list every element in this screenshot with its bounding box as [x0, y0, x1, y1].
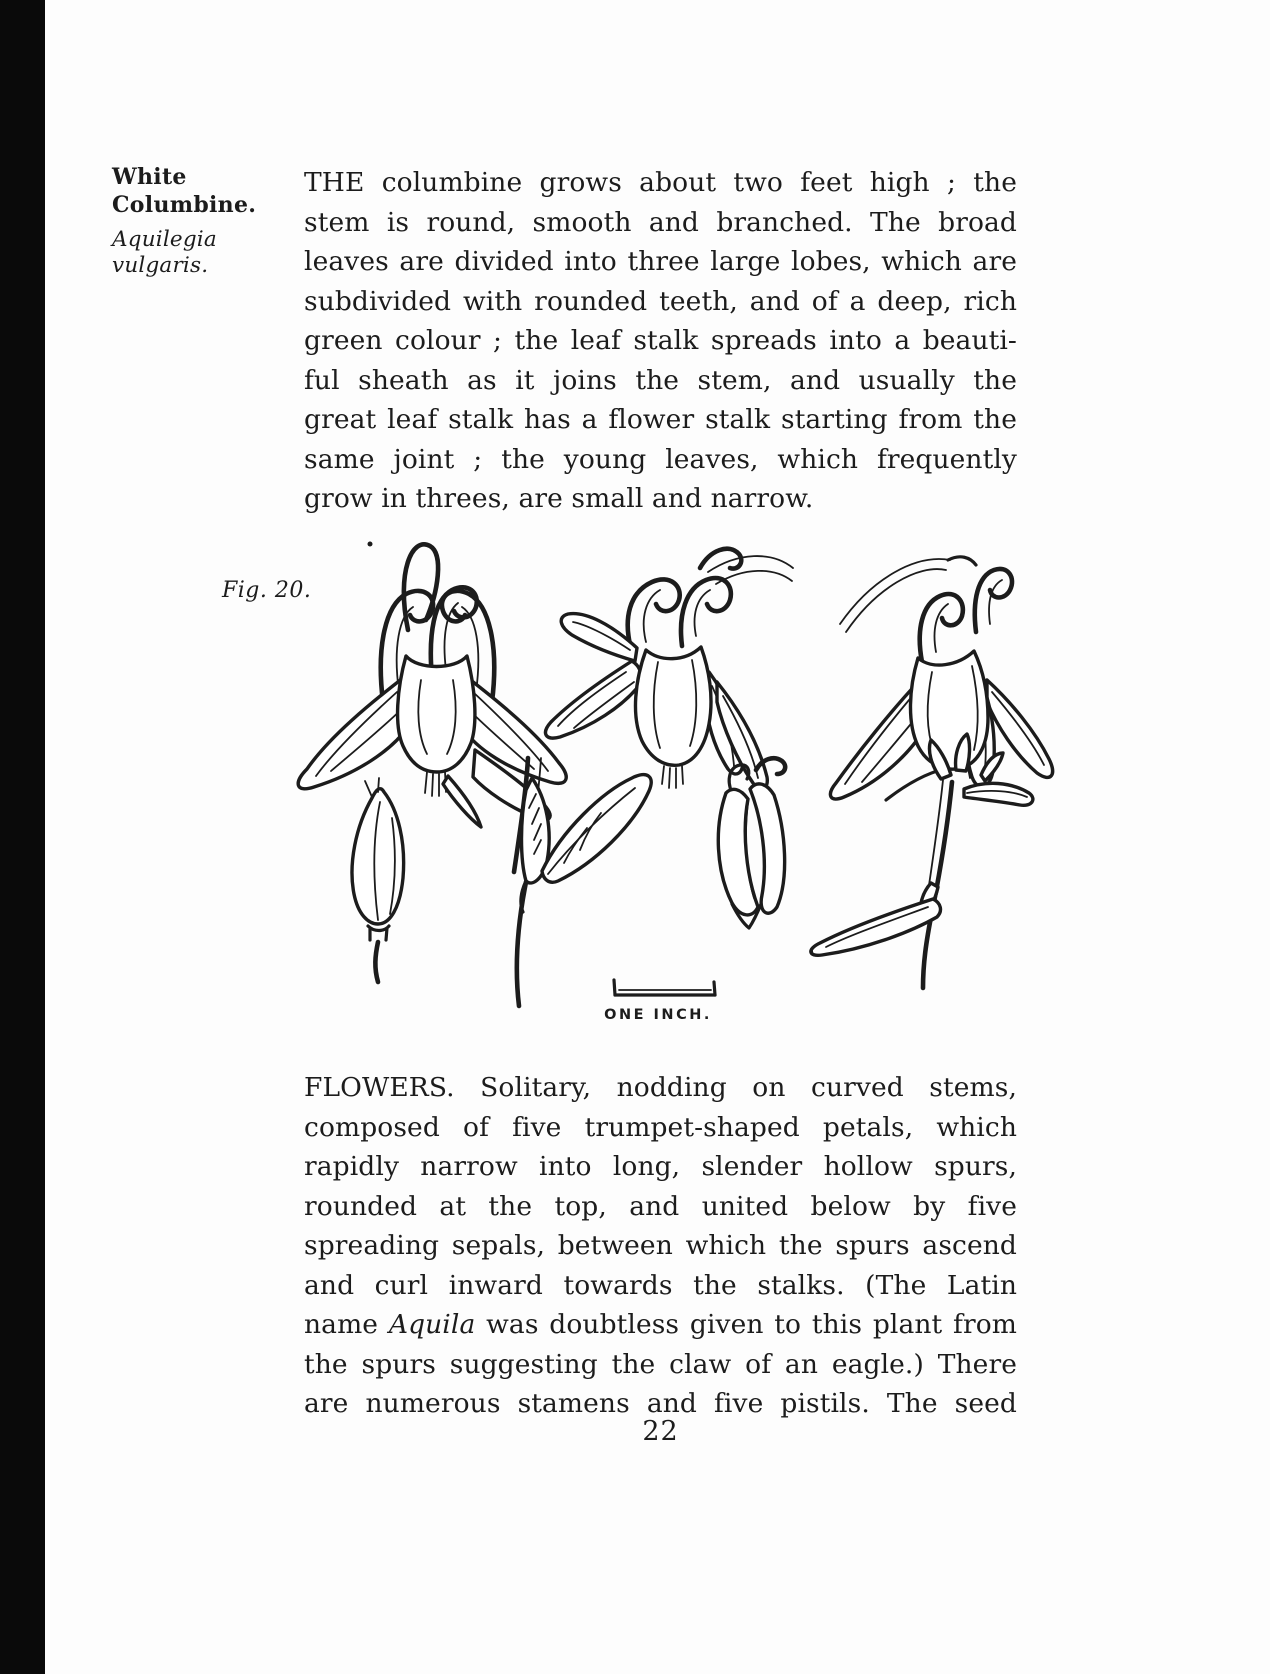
- text-line: THE columbine grows about two feet high ; the: [304, 167, 1017, 198]
- scale-bar: [604, 980, 715, 1023]
- text-line: same joint ; the young leaves, which frequently: [304, 443, 1017, 475]
- text-line: rounded at the top, and united below by five: [304, 1190, 1017, 1222]
- text-line: subdivided with rounded teeth, and of a deep, rich: [304, 285, 1017, 317]
- leaf-shoot-drawing: [514, 758, 651, 1006]
- text-line: stem is round, smooth and branched. The broad: [304, 206, 1017, 238]
- text-line: and curl inward towards the stalks. (The Latin: [304, 1269, 1017, 1301]
- scan-edge-artifact: [0, 0, 45, 1674]
- text-line: spreading sepals, between which the spurs ascend: [304, 1230, 1017, 1261]
- seed-pod-drawing: [352, 778, 404, 982]
- text-line: are numerous stamens and five pistils. The seed: [304, 1388, 1017, 1419]
- text-line: grow in threes, are small and narrow.: [304, 483, 814, 514]
- text-segment: name: [304, 1309, 379, 1340]
- body-paragraph-2: [304, 1068, 1017, 1424]
- flower-drawing-center: [545, 549, 793, 789]
- text-line: rapidly narrow into long, slender hollow spurs,: [304, 1151, 1017, 1182]
- text-line: green colour ; the leaf stalk spreads into a beauti-: [304, 325, 1017, 356]
- latin-name: Aquilegia vulgaris.: [112, 227, 217, 278]
- margin-note: [112, 163, 307, 279]
- scale-label: ONE INCH.: [604, 1007, 712, 1023]
- page-number: 22: [642, 1416, 679, 1447]
- text-line: leaves are divided into three large lobes, which are: [304, 246, 1017, 277]
- text-line: ful sheath as it joins the stem, and usually the: [304, 364, 1017, 396]
- text-line-with-italic: [304, 1305, 1017, 1345]
- margin-title-line2: Columbine.: [112, 192, 257, 218]
- margin-title-line1: White: [112, 164, 187, 190]
- latin-word-italic: Aquila: [388, 1309, 476, 1340]
- text-line: FLOWERS. Solitary, nodding on curved stems,: [304, 1072, 1017, 1103]
- text-line: the spurs suggesting the claw of an eagle.) There: [304, 1348, 1017, 1380]
- body-paragraph-1: [304, 163, 1017, 519]
- text-line: composed of five trumpet-shaped petals, which: [304, 1111, 1017, 1143]
- text-line: great leaf stalk has a flower stalk starting from the: [304, 404, 1017, 435]
- text-segment: was doubtless given to this plant from: [486, 1309, 1017, 1340]
- figure-label: Fig. 20.: [222, 578, 312, 603]
- figure-illustration: [280, 530, 1070, 1030]
